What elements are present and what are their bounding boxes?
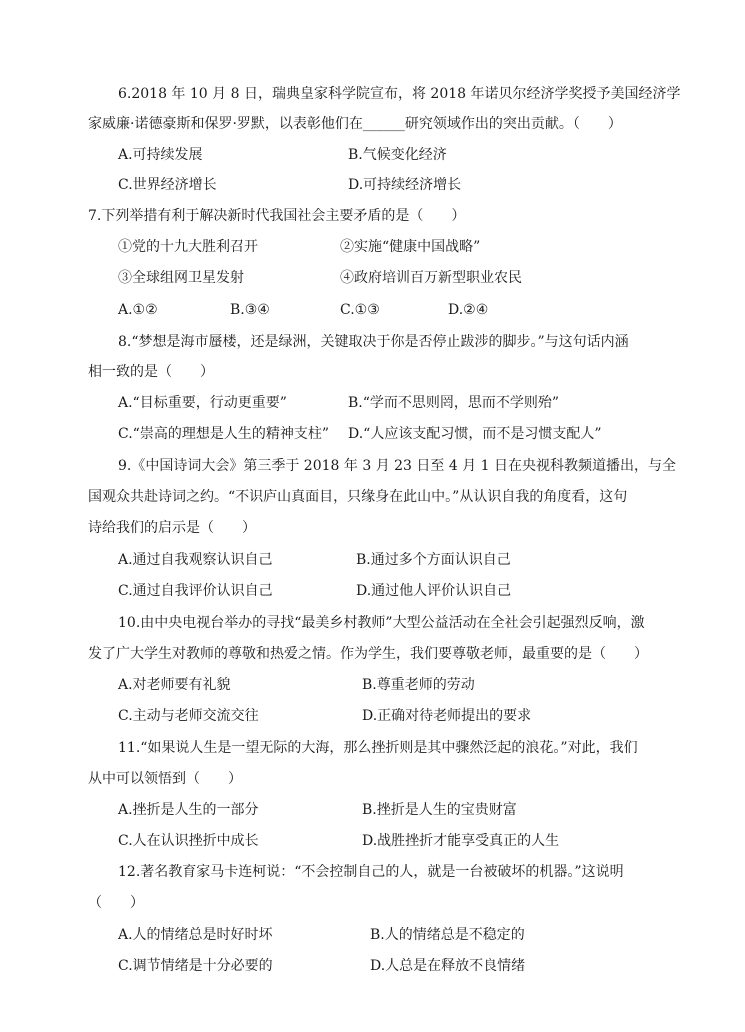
q8-line-1: 8.“梦想是海市蜃楼，还是绿洲，关键取决于你是否停止跋涉的脚步。”与这句话内涵 [118, 334, 629, 350]
q7-option-a: A.①② [118, 302, 158, 318]
q10-line-1: 10.由中央电视台举办的寻找“最美乡村教师”大型公益活动在全社会引起强烈反响，激 [118, 615, 645, 631]
q6-line-2: 家威廉·诺德豪斯和保罗·罗默，以表彰他们在______研究领域作出的突出贡献。（ ） [88, 116, 622, 132]
q12-option-a: A.人的情绪总是时好时坏 [118, 927, 273, 943]
q7-statement-4: ④政府培训百万新型职业农民 [340, 270, 522, 286]
q9-line-1: 9.《中国诗词大会》第三季于 2018 年 3 月 23 日至 4 月 1 日在央视科教频道播出，与全 [118, 458, 677, 474]
q12-option-d: D.人总是在释放不良情绪 [370, 958, 526, 974]
q11-option-b: B.挫折是人生的宝贵财富 [362, 802, 517, 818]
q12-line-2: （ ） [88, 895, 144, 911]
q7-option-d: D.②④ [448, 302, 489, 318]
q9-line-2: 国观众共赴诗词之约。“不识庐山真面目，只缘身在此山中。”从认识自我的角度看，这句 [88, 489, 628, 505]
q7-statement-1: ①党的十九大胜利召开 [118, 239, 258, 255]
q7-line-1: 7.下列举措有利于解决新时代我国社会主要矛盾的是（ ） [88, 208, 466, 224]
q6-option-d: D.可持续经济增长 [348, 177, 462, 193]
q12-line-1: 12.著名教育家马卡连柯说：“不会控制自己的人，就是一台被破坏的机器。”这说明 [118, 864, 624, 880]
q7-option-b: B.③④ [230, 302, 270, 318]
q6-option-c: C.世界经济增长 [118, 177, 217, 193]
q8-option-a: A.“目标重要，行动更重要” [118, 395, 287, 411]
q11-line-2: 从中可以领悟到（ ） [88, 771, 242, 787]
q8-option-b: B.“学而不思则罔，思而不学则殆” [348, 395, 560, 411]
q6-line-1: 6.2018 年 10 月 8 日，瑞典皇家科学院宣布，将 2018 年诺贝尔经济学奖授予美国经济学 [118, 86, 681, 102]
q11-option-a: A.挫折是人生的一部分 [118, 802, 259, 818]
q8-option-d: D.“人应该支配习惯，而不是习惯支配人” [348, 426, 602, 442]
q8-option-c: C.“崇高的理想是人生的精神支柱” [118, 426, 329, 442]
q12-option-c: C.调节情绪是十分必要的 [118, 958, 273, 974]
q10-option-d: D.正确对待老师提出的要求 [362, 708, 532, 724]
q10-option-b: B.尊重老师的劳动 [362, 677, 475, 693]
q10-option-a: A.对老师要有礼貌 [118, 677, 231, 693]
q8-line-2: 相一致的是（ ） [88, 364, 214, 380]
q9-option-d: D.通过他人评价认识自己 [356, 583, 512, 599]
q9-option-a: A.通过自我观察认识自己 [118, 552, 273, 568]
q10-line-2: 发了广大学生对教师的尊敬和热爱之情。作为学生，我们要尊敬老师，最重要的是（ ） [88, 646, 648, 662]
q9-line-3: 诗给我们的启示是（ ） [88, 520, 256, 536]
q6-option-b: B.气候变化经济 [348, 147, 447, 163]
q7-statement-2: ②实施“健康中国战略” [340, 239, 481, 255]
q10-option-c: C.主动与老师交流交往 [118, 708, 259, 724]
q6-option-a: A.可持续发展 [118, 147, 203, 163]
q11-option-d: D.战胜挫折才能享受真正的人生 [362, 833, 560, 849]
q11-line-1: 11.“如果说人生是一望无际的大海，那么挫折则是其中骤然泛起的浪花。”对此，我们 [118, 740, 638, 756]
q7-statement-3: ③全球组网卫星发射 [118, 270, 244, 286]
q9-option-c: C.通过自我评价认识自己 [118, 583, 273, 599]
q7-option-c: C.①③ [340, 302, 380, 318]
q12-option-b: B.人的情绪总是不稳定的 [370, 927, 525, 943]
q9-option-b: B.通过多个方面认识自己 [356, 552, 511, 568]
q11-option-c: C.人在认识挫折中成长 [118, 833, 259, 849]
